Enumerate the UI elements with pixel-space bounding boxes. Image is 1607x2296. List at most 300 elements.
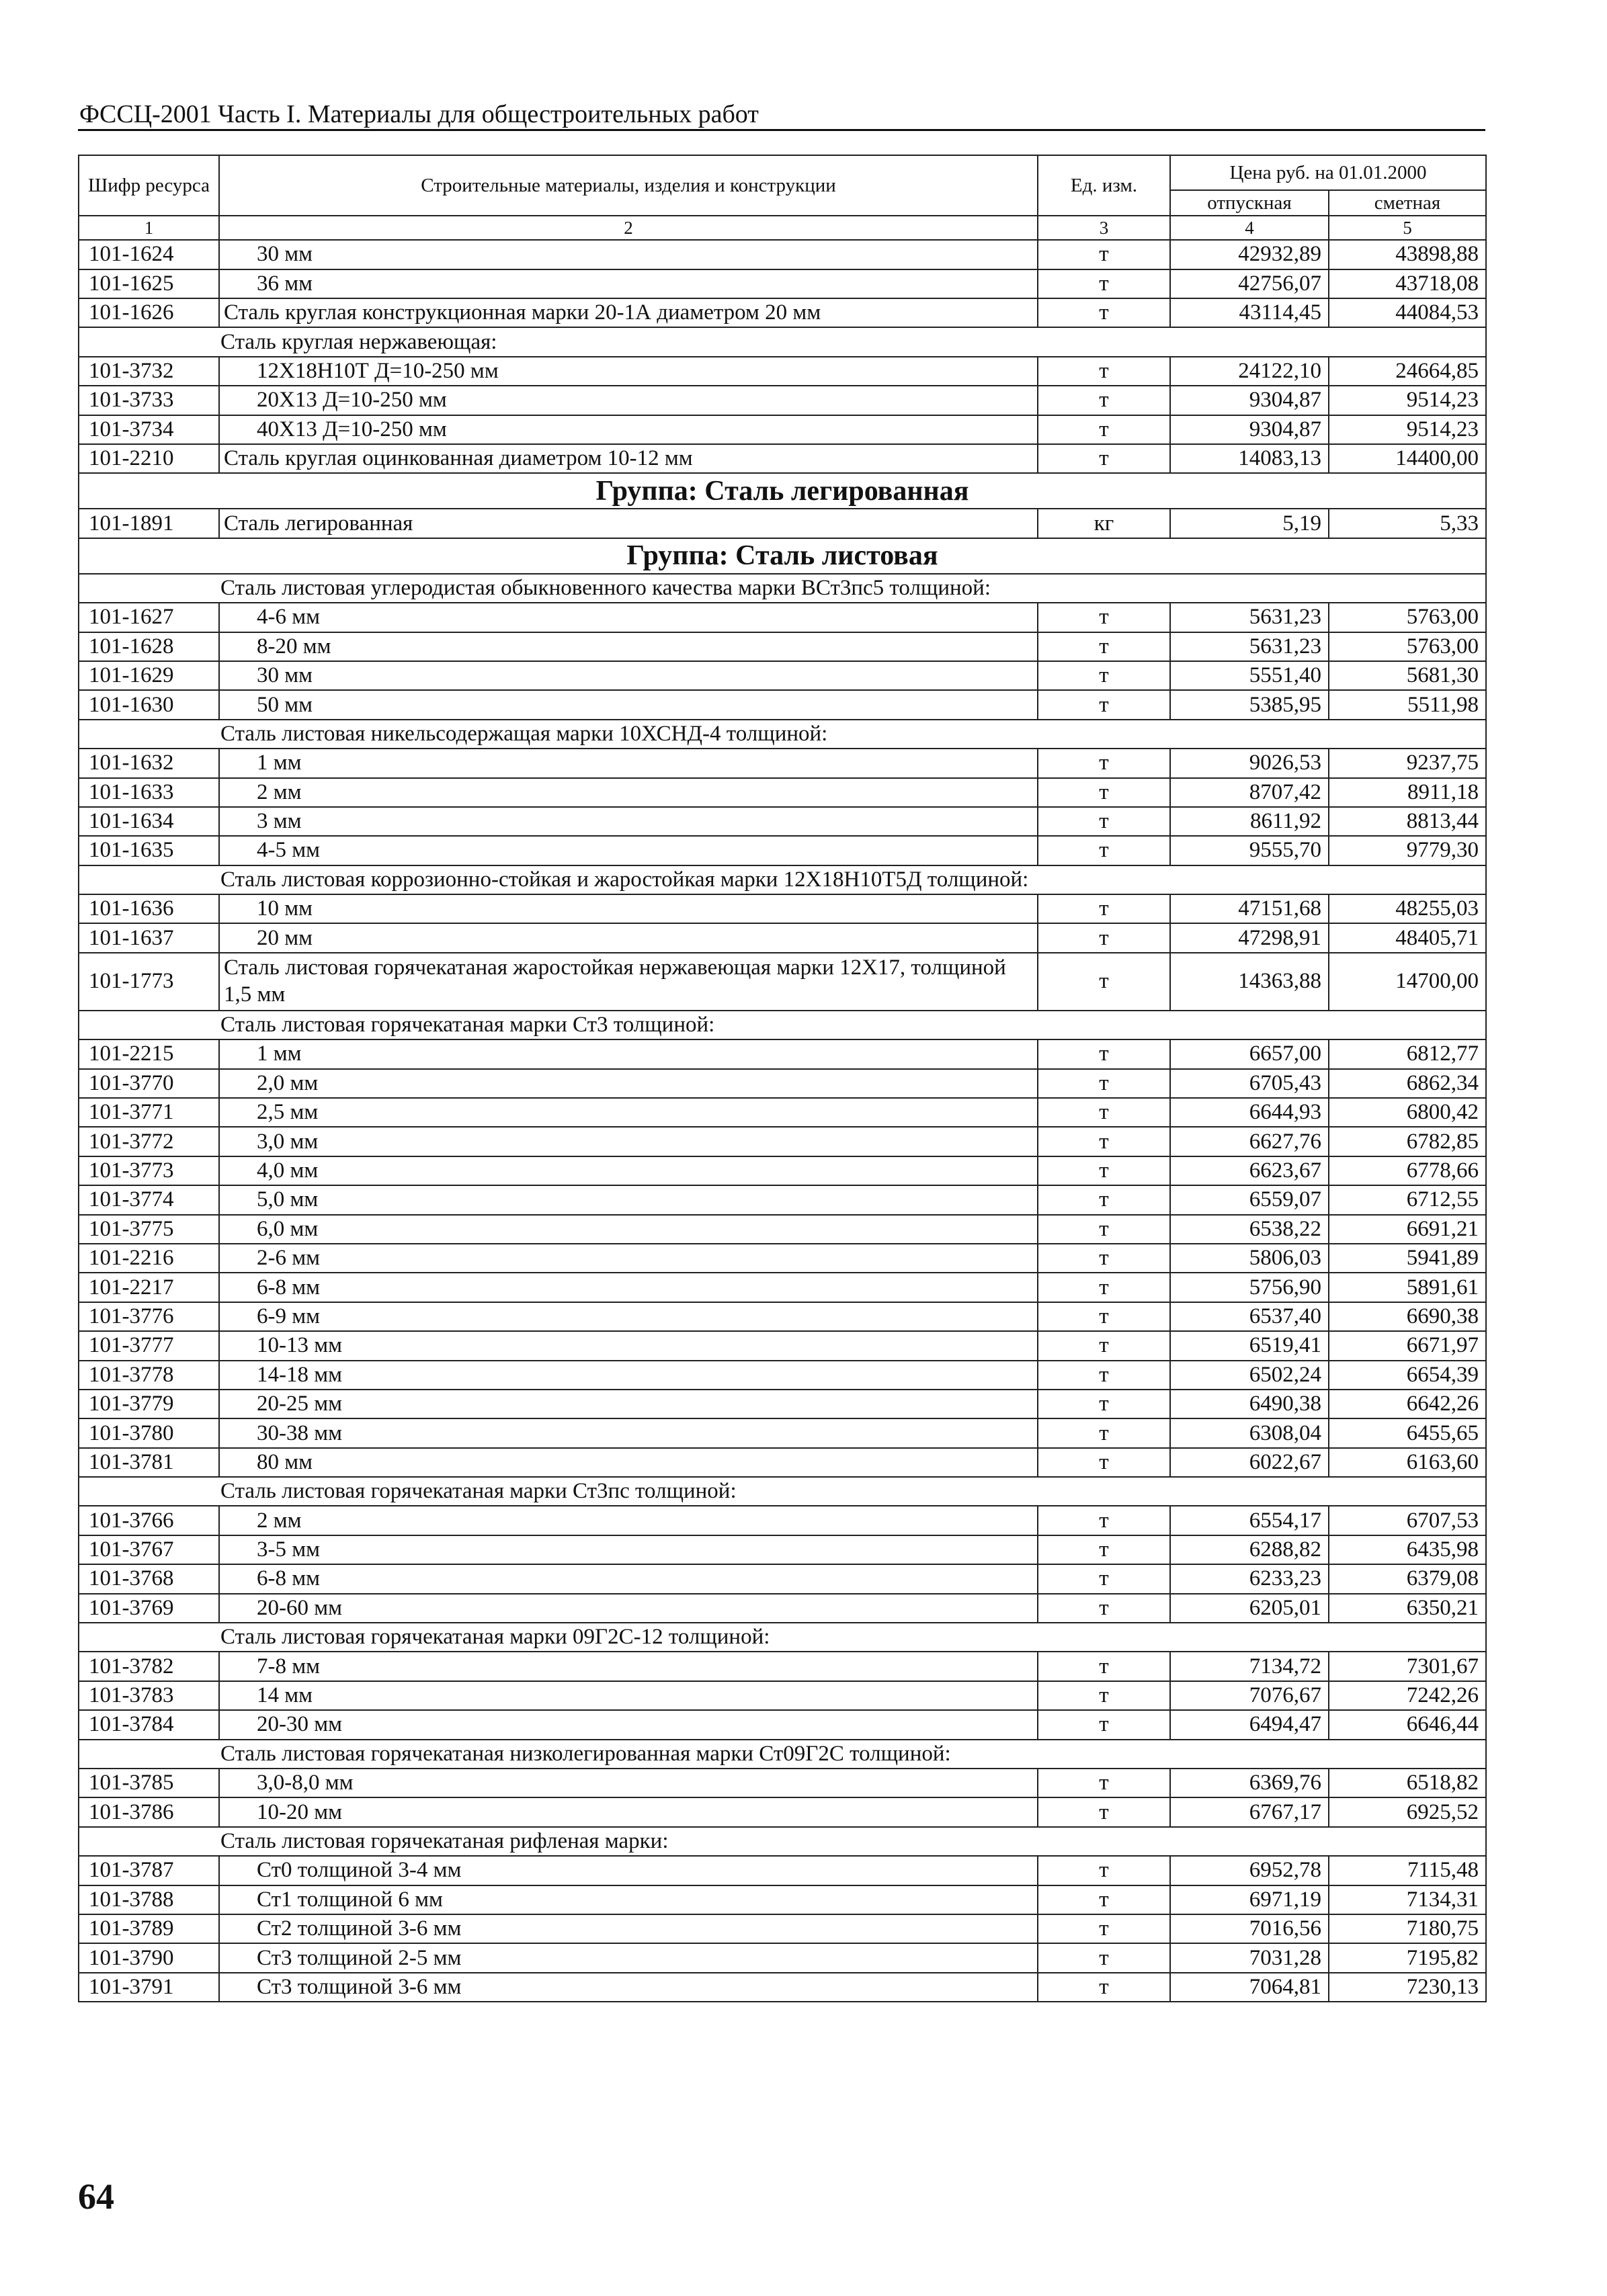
- estimate-price: 5511,98: [1329, 690, 1486, 719]
- subgroup-heading-row: [79, 1011, 1486, 1039]
- estimate-price: 7134,31: [1329, 1885, 1486, 1914]
- table-row: [79, 923, 1486, 952]
- release-price: 7031,28: [1170, 1943, 1329, 1972]
- unit: т: [1038, 1273, 1170, 1302]
- release-price: 6705,43: [1170, 1069, 1329, 1098]
- material-name: 14-18 мм: [219, 1361, 1038, 1390]
- material-name: 3,0 мм: [219, 1127, 1038, 1156]
- unit: кг: [1038, 509, 1170, 538]
- release-price: 7134,72: [1170, 1652, 1329, 1681]
- table-row: [79, 298, 1486, 327]
- unit: т: [1038, 690, 1170, 719]
- unit: т: [1038, 1244, 1170, 1273]
- page-number: 64: [78, 2176, 114, 2217]
- estimate-price: 5941,89: [1329, 1244, 1486, 1273]
- header-code: Шифр ресурса: [79, 155, 219, 216]
- release-price: 9304,87: [1170, 386, 1329, 415]
- material-name: 20Х13 Д=10-250 мм: [219, 386, 1038, 415]
- table-row: [79, 444, 1486, 473]
- estimate-price: 43718,08: [1329, 269, 1486, 298]
- release-price: 8707,42: [1170, 778, 1329, 807]
- table-row: [79, 357, 1486, 386]
- table-row: [79, 1156, 1486, 1185]
- group-heading: Группа: Сталь легированная: [79, 473, 1486, 509]
- material-name: 4,0 мм: [219, 1156, 1038, 1185]
- table-header-row: [79, 155, 1486, 190]
- estimate-price: 14400,00: [1329, 444, 1486, 473]
- resource-code: 101-3776: [79, 1302, 219, 1331]
- release-price: 5631,23: [1170, 603, 1329, 632]
- resource-code: 101-3734: [79, 415, 219, 444]
- estimate-price: 6691,21: [1329, 1215, 1486, 1244]
- subgroup-heading: Сталь листовая коррозионно-стойкая и жаростойкая марки 12Х18Н10Т5Д толщиной:: [79, 865, 1486, 894]
- subgroup-heading-row: [79, 327, 1486, 356]
- table-row: [79, 1448, 1486, 1477]
- group-heading: Группа: Сталь листовая: [79, 538, 1486, 574]
- estimate-price: 5,33: [1329, 509, 1486, 538]
- group-heading-row: [79, 538, 1486, 574]
- release-price: 6644,93: [1170, 1098, 1329, 1127]
- table-row: [79, 1331, 1486, 1360]
- release-price: 42756,07: [1170, 269, 1329, 298]
- table-row: [79, 1710, 1486, 1739]
- subgroup-heading: Сталь листовая горячекатаная марки Ст3 толщиной:: [79, 1011, 1486, 1039]
- resource-code: 101-1891: [79, 509, 219, 538]
- release-price: 6538,22: [1170, 1215, 1329, 1244]
- material-name: 4-6 мм: [219, 603, 1038, 632]
- material-name: 3,0-8,0 мм: [219, 1769, 1038, 1797]
- release-price: 6205,01: [1170, 1594, 1329, 1623]
- estimate-price: 6782,85: [1329, 1127, 1486, 1156]
- estimate-price: 7115,48: [1329, 1856, 1486, 1885]
- subgroup-heading-row: [79, 1740, 1486, 1769]
- material-name: 40Х13 Д=10-250 мм: [219, 415, 1038, 444]
- resource-code: 101-3771: [79, 1098, 219, 1127]
- resource-code: 101-1626: [79, 298, 219, 327]
- table-row: [79, 509, 1486, 538]
- material-name: 20-25 мм: [219, 1390, 1038, 1418]
- header-release-price: отпускная: [1170, 190, 1329, 216]
- release-price: 5385,95: [1170, 690, 1329, 719]
- material-name: 6-9 мм: [219, 1302, 1038, 1331]
- table-row: [79, 953, 1486, 1011]
- unit: т: [1038, 1973, 1170, 2002]
- resource-code: 101-3791: [79, 1973, 219, 2002]
- table-row: [79, 1069, 1486, 1098]
- unit: т: [1038, 923, 1170, 952]
- resource-code: 101-3777: [79, 1331, 219, 1360]
- estimate-price: 8813,44: [1329, 807, 1486, 836]
- resource-code: 101-2215: [79, 1039, 219, 1068]
- material-name: Ст3 толщиной 2-5 мм: [219, 1943, 1038, 1972]
- release-price: 6369,76: [1170, 1769, 1329, 1797]
- resource-code: 101-3786: [79, 1797, 219, 1826]
- release-price: 6519,41: [1170, 1331, 1329, 1360]
- estimate-price: 6455,65: [1329, 1418, 1486, 1447]
- release-price: 6537,40: [1170, 1302, 1329, 1331]
- resource-code: 101-3767: [79, 1535, 219, 1564]
- release-price: 6233,23: [1170, 1564, 1329, 1593]
- unit: т: [1038, 836, 1170, 865]
- material-name: 2,0 мм: [219, 1069, 1038, 1098]
- resource-code: 101-3790: [79, 1943, 219, 1972]
- unit: т: [1038, 1943, 1170, 1972]
- subgroup-heading: Сталь круглая нержавеющая:: [79, 327, 1486, 356]
- estimate-price: 6654,39: [1329, 1361, 1486, 1390]
- estimate-price: 6646,44: [1329, 1710, 1486, 1739]
- resource-code: 101-3782: [79, 1652, 219, 1681]
- resource-code: 101-1637: [79, 923, 219, 952]
- resource-code: 101-3783: [79, 1681, 219, 1710]
- resource-code: 101-1632: [79, 749, 219, 777]
- unit: т: [1038, 778, 1170, 807]
- resource-code: 101-3784: [79, 1710, 219, 1739]
- estimate-price: 6707,53: [1329, 1506, 1486, 1535]
- table-row: [79, 1185, 1486, 1214]
- unit: т: [1038, 1127, 1170, 1156]
- release-price: 6490,38: [1170, 1390, 1329, 1418]
- resource-code: 101-1628: [79, 632, 219, 661]
- resource-code: 101-1636: [79, 894, 219, 923]
- table-row: [79, 1885, 1486, 1914]
- unit: т: [1038, 357, 1170, 386]
- column-number: 5: [1329, 216, 1486, 240]
- release-price: 5806,03: [1170, 1244, 1329, 1273]
- material-name: 50 мм: [219, 690, 1038, 719]
- table-row: [79, 661, 1486, 690]
- estimate-price: 6379,08: [1329, 1564, 1486, 1593]
- release-price: 7064,81: [1170, 1973, 1329, 2002]
- table-row: [79, 1943, 1486, 1972]
- material-name: 20 мм: [219, 923, 1038, 952]
- header-rule: [78, 129, 1485, 131]
- table-row: [79, 807, 1486, 836]
- subgroup-heading: Сталь листовая горячекатаная низколегированная марки Ст09Г2С толщиной:: [79, 1740, 1486, 1769]
- release-price: 6952,78: [1170, 1856, 1329, 1885]
- estimate-price: 6800,42: [1329, 1098, 1486, 1127]
- resource-code: 101-3774: [79, 1185, 219, 1214]
- estimate-price: 9514,23: [1329, 415, 1486, 444]
- resource-code: 101-3778: [79, 1361, 219, 1390]
- release-price: 14363,88: [1170, 953, 1329, 1011]
- table-row: [79, 1418, 1486, 1447]
- material-name: Сталь круглая оцинкованная диаметром 10-12 мм: [219, 444, 1038, 473]
- resource-code: 101-1630: [79, 690, 219, 719]
- subgroup-heading-row: [79, 1477, 1486, 1506]
- table-row: [79, 1856, 1486, 1885]
- material-name: Ст3 толщиной 3-6 мм: [219, 1973, 1038, 2002]
- subgroup-heading: Сталь листовая горячекатаная марки 09Г2С-12 толщиной:: [79, 1623, 1486, 1652]
- material-name: 2 мм: [219, 778, 1038, 807]
- material-name: 20-60 мм: [219, 1594, 1038, 1623]
- release-price: 5631,23: [1170, 632, 1329, 661]
- release-price: 42932,89: [1170, 240, 1329, 269]
- release-price: 6657,00: [1170, 1039, 1329, 1068]
- resource-code: 101-1633: [79, 778, 219, 807]
- material-name: Ст1 толщиной 6 мм: [219, 1885, 1038, 1914]
- resource-code: 101-3732: [79, 357, 219, 386]
- resource-code: 101-3781: [79, 1448, 219, 1477]
- resource-code: 101-3775: [79, 1215, 219, 1244]
- release-price: 14083,13: [1170, 444, 1329, 473]
- release-price: 47151,68: [1170, 894, 1329, 923]
- unit: т: [1038, 749, 1170, 777]
- material-name: 8-20 мм: [219, 632, 1038, 661]
- estimate-price: 43898,88: [1329, 240, 1486, 269]
- unit: т: [1038, 1856, 1170, 1885]
- estimate-price: 7242,26: [1329, 1681, 1486, 1710]
- material-name: 4-5 мм: [219, 836, 1038, 865]
- unit: т: [1038, 1361, 1170, 1390]
- estimate-price: 44084,53: [1329, 298, 1486, 327]
- table-row: [79, 1127, 1486, 1156]
- release-price: 6022,67: [1170, 1448, 1329, 1477]
- release-price: 6623,67: [1170, 1156, 1329, 1185]
- table-row: [79, 1098, 1486, 1127]
- resource-code: 101-2217: [79, 1273, 219, 1302]
- material-name: 2-6 мм: [219, 1244, 1038, 1273]
- table-row: [79, 1039, 1486, 1068]
- table-row: [79, 1594, 1486, 1623]
- unit: т: [1038, 1506, 1170, 1535]
- estimate-price: 6862,34: [1329, 1069, 1486, 1098]
- resource-code: 101-3733: [79, 386, 219, 415]
- material-name: 2,5 мм: [219, 1098, 1038, 1127]
- header-name: Строительные материалы, изделия и конструкции: [219, 155, 1038, 216]
- unit: т: [1038, 1156, 1170, 1185]
- table-row: [79, 1273, 1486, 1302]
- material-name: 20-30 мм: [219, 1710, 1038, 1739]
- column-number: 1: [79, 216, 219, 240]
- release-price: 5756,90: [1170, 1273, 1329, 1302]
- resource-code: 101-1625: [79, 269, 219, 298]
- estimate-price: 8911,18: [1329, 778, 1486, 807]
- column-number: 4: [1170, 216, 1329, 240]
- table-body: [79, 240, 1486, 2002]
- table-row: [79, 1769, 1486, 1797]
- column-number-row: [79, 216, 1486, 240]
- release-price: 6554,17: [1170, 1506, 1329, 1535]
- unit: т: [1038, 269, 1170, 298]
- estimate-price: 9779,30: [1329, 836, 1486, 865]
- table-row: [79, 1797, 1486, 1826]
- resource-code: 101-3768: [79, 1564, 219, 1593]
- resource-code: 101-1627: [79, 603, 219, 632]
- estimate-price: 6350,21: [1329, 1594, 1486, 1623]
- estimate-price: 6690,38: [1329, 1302, 1486, 1331]
- estimate-price: 24664,85: [1329, 357, 1486, 386]
- group-heading-row: [79, 473, 1486, 509]
- table-row: [79, 778, 1486, 807]
- unit: т: [1038, 632, 1170, 661]
- release-price: 6494,47: [1170, 1710, 1329, 1739]
- resource-code: 101-3789: [79, 1914, 219, 1943]
- material-name: 6-8 мм: [219, 1564, 1038, 1593]
- unit: т: [1038, 807, 1170, 836]
- estimate-price: 7301,67: [1329, 1652, 1486, 1681]
- unit: т: [1038, 1302, 1170, 1331]
- table-row: [79, 1244, 1486, 1273]
- unit: т: [1038, 953, 1170, 1011]
- unit: т: [1038, 386, 1170, 415]
- release-price: 6308,04: [1170, 1418, 1329, 1447]
- unit: т: [1038, 1215, 1170, 1244]
- table-row: [79, 240, 1486, 269]
- unit: т: [1038, 1185, 1170, 1214]
- resource-code: 101-3770: [79, 1069, 219, 1098]
- unit: т: [1038, 1069, 1170, 1098]
- resource-code: 101-1629: [79, 661, 219, 690]
- subgroup-heading-row: [79, 1827, 1486, 1856]
- unit: т: [1038, 1098, 1170, 1127]
- table-row: [79, 836, 1486, 865]
- release-price: 24122,10: [1170, 357, 1329, 386]
- material-name: Ст2 толщиной 3-6 мм: [219, 1914, 1038, 1943]
- estimate-price: 6671,97: [1329, 1331, 1486, 1360]
- resource-code: 101-3780: [79, 1418, 219, 1447]
- unit: т: [1038, 1390, 1170, 1418]
- unit: т: [1038, 661, 1170, 690]
- resource-code: 101-3788: [79, 1885, 219, 1914]
- material-name: 3 мм: [219, 807, 1038, 836]
- unit: т: [1038, 1594, 1170, 1623]
- material-name: 7-8 мм: [219, 1652, 1038, 1681]
- subgroup-heading: Сталь листовая горячекатаная рифленая марки:: [79, 1827, 1486, 1856]
- estimate-price: 5763,00: [1329, 603, 1486, 632]
- subgroup-heading: Сталь листовая горячекатаная марки Ст3пс толщиной:: [79, 1477, 1486, 1506]
- table-row: [79, 632, 1486, 661]
- material-name: 5,0 мм: [219, 1185, 1038, 1214]
- subgroup-heading-row: [79, 1623, 1486, 1652]
- table-row: [79, 269, 1486, 298]
- estimate-price: 6163,60: [1329, 1448, 1486, 1477]
- estimate-price: 6435,98: [1329, 1535, 1486, 1564]
- unit: т: [1038, 1448, 1170, 1477]
- table-row: [79, 1681, 1486, 1710]
- estimate-price: 9237,75: [1329, 749, 1486, 777]
- subgroup-heading: Сталь листовая никельсодержащая марки 10ХСНД-4 толщиной:: [79, 720, 1486, 749]
- estimate-price: 5763,00: [1329, 632, 1486, 661]
- price-table: [78, 155, 1487, 2002]
- resource-code: 101-1635: [79, 836, 219, 865]
- release-price: 7076,67: [1170, 1681, 1329, 1710]
- table-row: [79, 690, 1486, 719]
- unit: т: [1038, 1535, 1170, 1564]
- subgroup-heading-row: [79, 574, 1486, 603]
- release-price: 9555,70: [1170, 836, 1329, 865]
- estimate-price: 6778,66: [1329, 1156, 1486, 1185]
- table-row: [79, 1535, 1486, 1564]
- resource-code: 101-3779: [79, 1390, 219, 1418]
- material-name: Сталь легированная: [219, 509, 1038, 538]
- resource-code: 101-1624: [79, 240, 219, 269]
- column-number: 2: [219, 216, 1038, 240]
- material-name: 30-38 мм: [219, 1418, 1038, 1447]
- page-header-title: ФССЦ-2001 Часть I. Материалы для общестроительных работ: [79, 100, 759, 128]
- table-row: [79, 894, 1486, 923]
- subgroup-heading-row: [79, 720, 1486, 749]
- estimate-price: 7195,82: [1329, 1943, 1486, 1972]
- table-row: [79, 1914, 1486, 1943]
- resource-code: 101-3787: [79, 1856, 219, 1885]
- release-price: 47298,91: [1170, 923, 1329, 952]
- estimate-price: 6712,55: [1329, 1185, 1486, 1214]
- table-row: [79, 1652, 1486, 1681]
- unit: т: [1038, 1564, 1170, 1593]
- unit: т: [1038, 444, 1170, 473]
- material-name: 10-20 мм: [219, 1797, 1038, 1826]
- table-row: [79, 1302, 1486, 1331]
- unit: т: [1038, 1769, 1170, 1797]
- unit: т: [1038, 1681, 1170, 1710]
- column-number: 3: [1038, 216, 1170, 240]
- table-row: [79, 1390, 1486, 1418]
- unit: т: [1038, 603, 1170, 632]
- unit: т: [1038, 1885, 1170, 1914]
- release-price: 43114,45: [1170, 298, 1329, 327]
- unit: т: [1038, 1652, 1170, 1681]
- estimate-price: 5681,30: [1329, 661, 1486, 690]
- material-name: 10 мм: [219, 894, 1038, 923]
- table-row: [79, 1361, 1486, 1390]
- resource-code: 101-3766: [79, 1506, 219, 1535]
- release-price: 5,19: [1170, 509, 1329, 538]
- unit: т: [1038, 1710, 1170, 1739]
- release-price: 9304,87: [1170, 415, 1329, 444]
- unit: т: [1038, 1039, 1170, 1068]
- material-name: 1 мм: [219, 1039, 1038, 1068]
- material-name: 3-5 мм: [219, 1535, 1038, 1564]
- header-price-group: Цена руб. на 01.01.2000: [1170, 155, 1486, 190]
- table-row: [79, 1973, 1486, 2002]
- estimate-price: 6518,82: [1329, 1769, 1486, 1797]
- material-name: 1 мм: [219, 749, 1038, 777]
- unit: т: [1038, 1797, 1170, 1826]
- material-name: Сталь круглая конструкционная марки 20-1А диаметром 20 мм: [219, 298, 1038, 327]
- release-price: 6288,82: [1170, 1535, 1329, 1564]
- table-row: [79, 749, 1486, 777]
- release-price: 6971,19: [1170, 1885, 1329, 1914]
- table-row: [79, 386, 1486, 415]
- release-price: 9026,53: [1170, 749, 1329, 777]
- unit: т: [1038, 1914, 1170, 1943]
- estimate-price: 6812,77: [1329, 1039, 1486, 1068]
- table-row: [79, 1564, 1486, 1593]
- unit: т: [1038, 240, 1170, 269]
- release-price: 5551,40: [1170, 661, 1329, 690]
- material-name: 30 мм: [219, 240, 1038, 269]
- material-name: 10-13 мм: [219, 1331, 1038, 1360]
- table-row: [79, 603, 1486, 632]
- material-name: 6,0 мм: [219, 1215, 1038, 1244]
- release-price: 7016,56: [1170, 1914, 1329, 1943]
- header-unit: Ед. изм.: [1038, 155, 1170, 216]
- release-price: 6502,24: [1170, 1361, 1329, 1390]
- table-row: [79, 415, 1486, 444]
- material-name: 12Х18Н10Т Д=10-250 мм: [219, 357, 1038, 386]
- resource-code: 101-1773: [79, 953, 219, 1011]
- material-name: Ст0 толщиной 3-4 мм: [219, 1856, 1038, 1885]
- release-price: 8611,92: [1170, 807, 1329, 836]
- release-price: 6767,17: [1170, 1797, 1329, 1826]
- estimate-price: 6642,26: [1329, 1390, 1486, 1418]
- resource-code: 101-3773: [79, 1156, 219, 1185]
- resource-code: 101-3769: [79, 1594, 219, 1623]
- estimate-price: 14700,00: [1329, 953, 1486, 1011]
- unit: т: [1038, 415, 1170, 444]
- material-name: 36 мм: [219, 269, 1038, 298]
- resource-code: 101-1634: [79, 807, 219, 836]
